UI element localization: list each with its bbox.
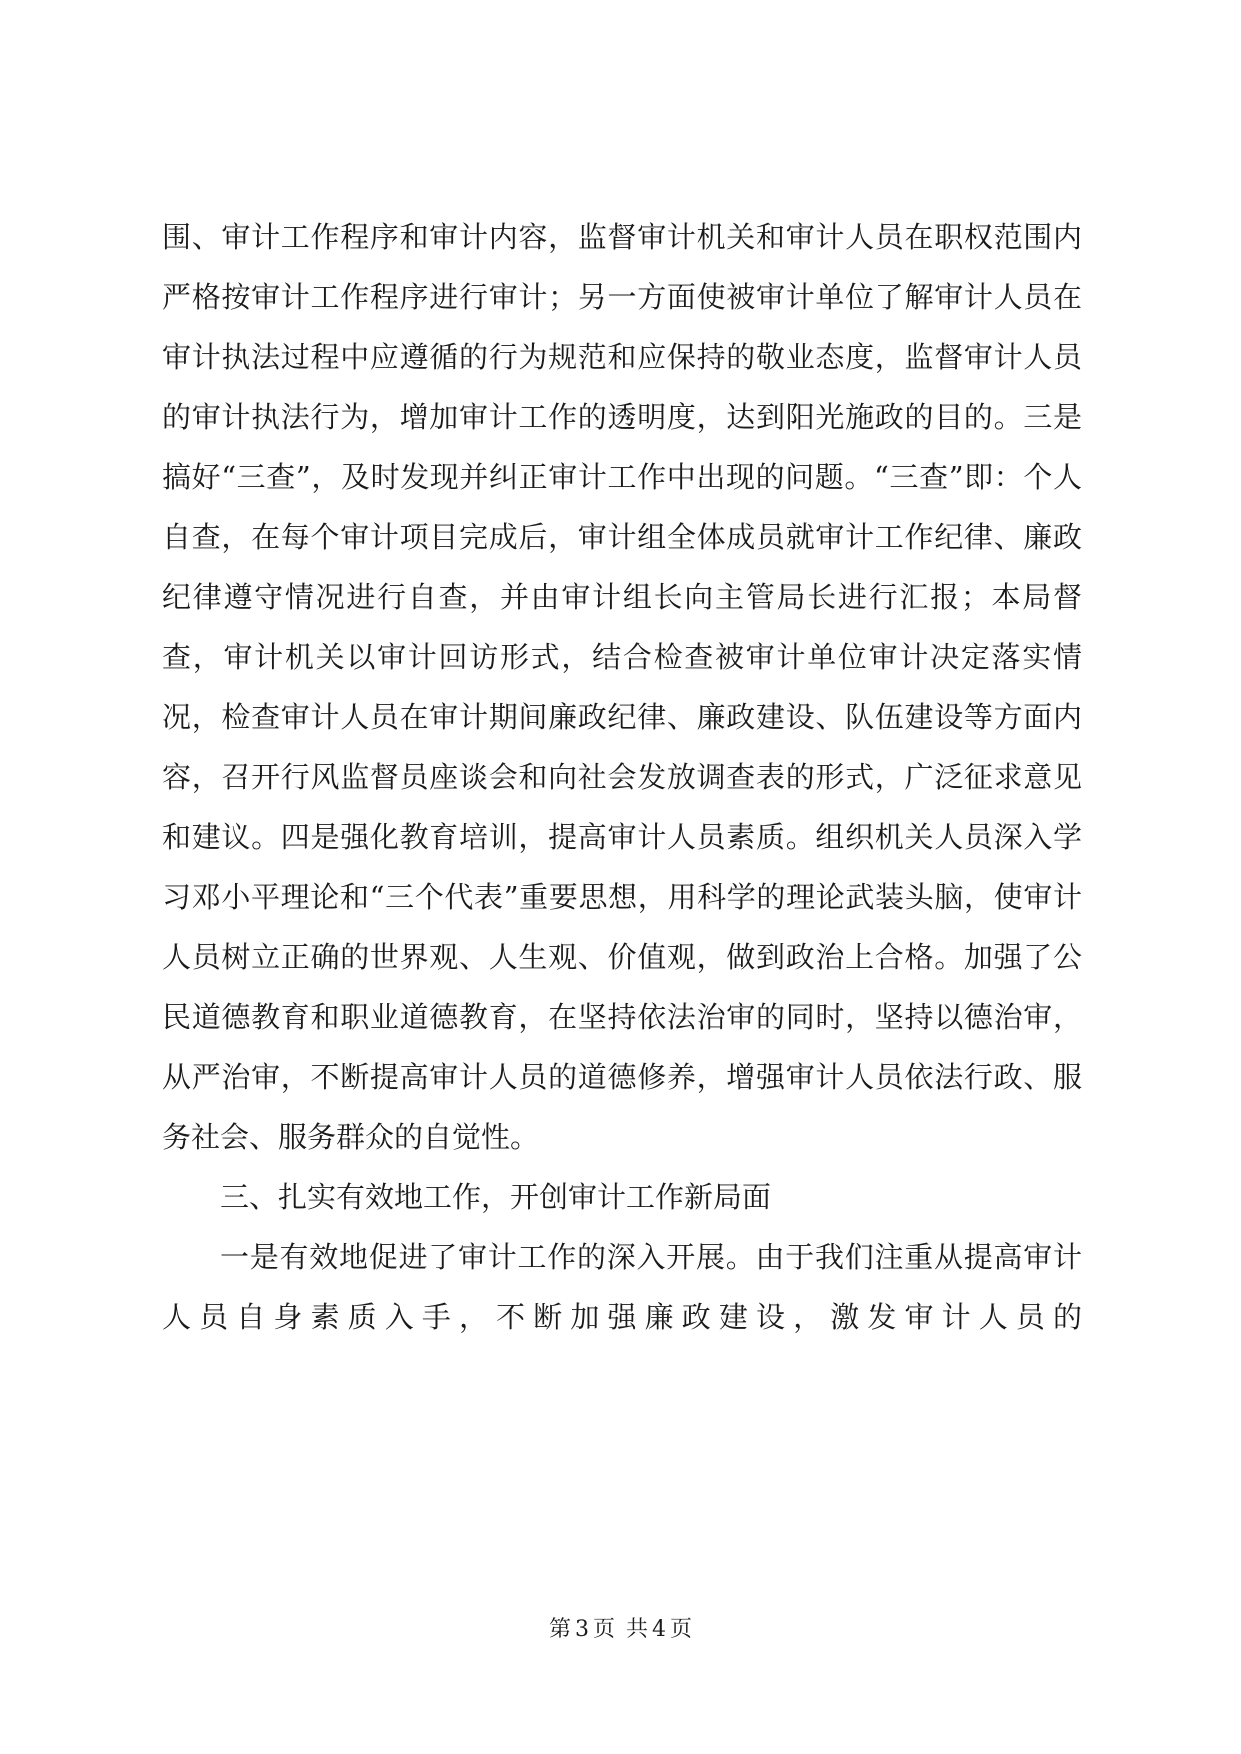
paragraph-next: 一是有效地促进了审计工作的深入开展。由于我们注重从提高审计人员自身素质入手，不断加强廉政建设，激发审计人员的 — [162, 1240, 1082, 1334]
paragraph-continued: 围、审计工作程序和审计内容，监督审计机关和审计人员在职权范围内严格按审计工作程序进行审计；另一方面使被审计单位了解审计人员在审计执法过程中应遵循的行为规范和应保持的敬业态度，监督审计人员的审计执法行为，增加审计工作的透明度，达到阳光施政的目的。三是搞好“三查”，及时发现并纠正审计工作中出现的问题。“三查”即：个人自查，在每个审计项目完成后，审计组全体成员就审计工作纪律、廉政纪律遵守情况进行自查，并由审计组长向主管局长进行汇报；本局督查，审计机关以审计回访形式，结合检查被审计单位审计决定落实情况，检查审计人员在审计期间廉政纪律、廉政建设、队伍建设等方面内容，召开行风监督员座谈会和向社会发放调查表的形式，广泛征求意见和建议。四是强化教育培训，提高审计人员素质。组织机关人员深入学习邓小平理论和“三个代表”重要思想，用科学的理论武装头脑，使审计人员树立正确的世界观、人生观、价值观，做到政治上合格。加强了公民道德教育和职业道德教育，在坚持依法治审的同时，坚持以德治审，从严治审，不断提高审计人员的道德修养，增强审计人员依法行政、服务社会、服务群众的自觉性。 — [162, 220, 1082, 1154]
page-footer — [0, 1612, 1241, 1643]
page-prefix: 第 — [548, 1617, 571, 1642]
total-unit: 页 — [670, 1617, 693, 1642]
page-number: 3 — [574, 1617, 589, 1642]
page-unit: 页 — [592, 1617, 615, 1642]
section-heading: 三、扎实有效地工作，开创审计工作新局面 — [220, 1180, 772, 1214]
total-prefix: 共 — [626, 1617, 649, 1642]
total-number: 4 — [652, 1617, 667, 1642]
body-text — [162, 207, 1082, 1347]
